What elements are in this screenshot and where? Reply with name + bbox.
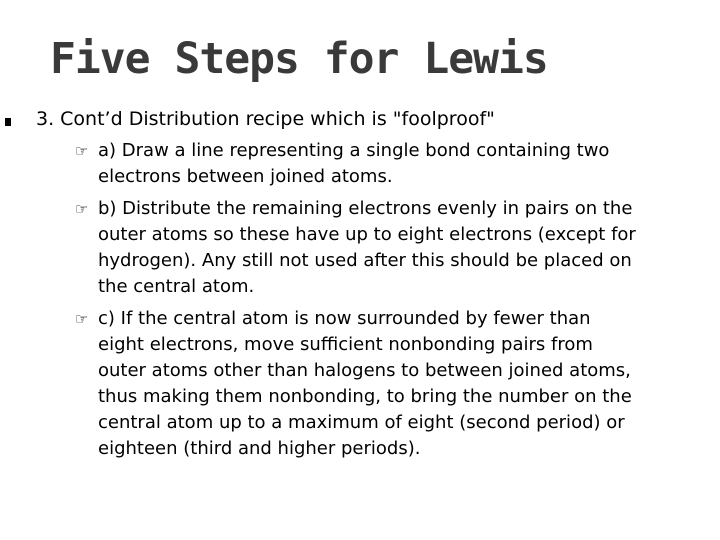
sub-bullet-c-line-5: central atom up to a maximum of eight (second period) or xyxy=(98,412,625,433)
sub-bullet-b-line-1: b) Distribute the remaining electrons evenly in pairs on the xyxy=(98,198,633,219)
sub-bullet-c-line-4: thus making them nonbonding, to bring the number on the xyxy=(98,386,632,407)
pointing-hand-icon: ☞ xyxy=(75,142,89,160)
main-bullet-text: 3. Cont’d Distribution recipe which is "foolproof" xyxy=(36,108,495,130)
pointing-hand-icon: ☞ xyxy=(75,200,89,218)
sub-bullet-b-line-4: the central atom. xyxy=(98,276,255,297)
sub-bullet-c-line-6: eighteen (third and higher periods). xyxy=(98,438,421,459)
sub-bullet-a-line-1: a) Draw a line representing a single bond containing two xyxy=(98,140,610,161)
sub-bullet-c-line-3: outer atoms other than halogens to between joined atoms, xyxy=(98,360,631,381)
sub-bullet-b-text xyxy=(98,196,718,300)
sub-bullet-c-line-2: eight electrons, move sufficient nonbonding pairs from xyxy=(98,334,593,355)
sub-bullet-c-line-1: c) If the central atom is now surrounded by fewer than xyxy=(98,308,591,329)
pointing-hand-icon: ☞ xyxy=(75,310,89,328)
square-bullet-icon xyxy=(5,118,11,126)
sub-bullet-a-line-2: electrons between joined atoms. xyxy=(98,166,393,187)
sub-bullet-c-text xyxy=(98,306,718,462)
sub-bullet-b-line-3: hydrogen). Any still not used after this should be placed on xyxy=(98,250,632,271)
sub-bullet-b-line-2: outer atoms so these have up to eight electrons (except for xyxy=(98,224,636,245)
sub-bullet-a-text xyxy=(98,138,718,190)
slide-title: Five Steps for Lewis xyxy=(50,34,548,84)
